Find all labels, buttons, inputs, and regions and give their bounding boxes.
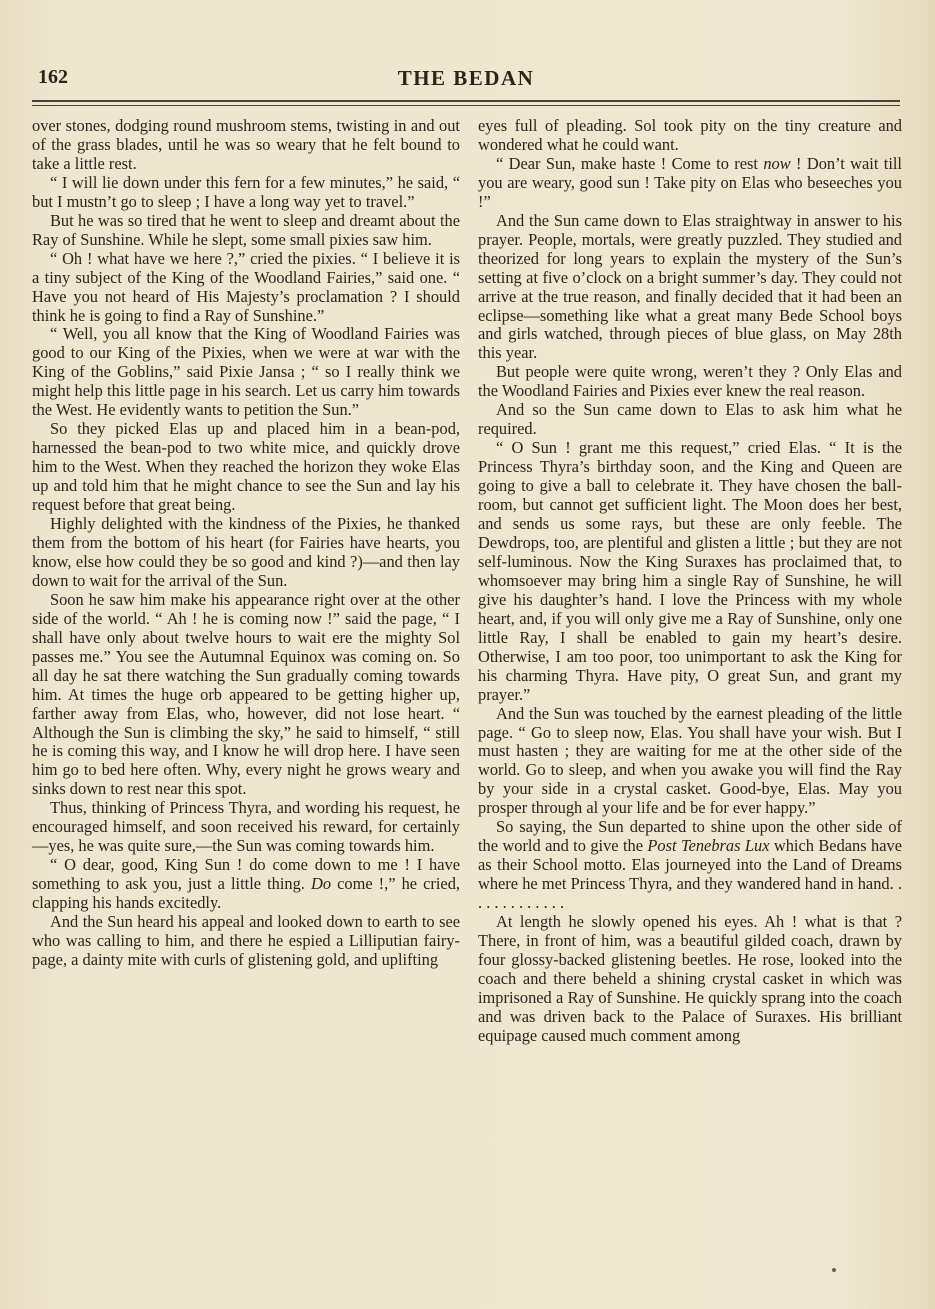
paragraph: “ O dear, good, King Sun ! do come down to me ! I have something to ask you, just a little thing. Do come !,” he cried, clapping his hands excitedly. xyxy=(32,855,460,913)
page-header xyxy=(30,66,902,96)
paragraph: Soon he saw him make his appearance right over at the other side of the world. “ Ah ! he is coming now !” said the page, “ I shall have only about twelve hours to wait ere the mighty Sol passes me.” You see the Autumnal Equinox was coming on. So all day he sat there watching the Sun gradually coming towards him. At times the huge orb appeared to be getting higher up, farther away from Elas, who, however, did not lose heart. “ Although the Sun is climbing the sky,” he said to himself, “ still he is coming this way, and I know he will drop here. I have seen him go to bed here often. Why, every night he grows weary and sinks down to rest near this spot. xyxy=(32,589,460,799)
right-column xyxy=(478,117,902,1046)
paragraph: And the Sun was touched by the earnest pleading of the little page. “ Go to sleep now, Elas. You shall have your wish. But I must hasten ; they are waiting for me at the other side of the world. Go to sleep, and when you awake you will find the Ray by your side in a crystal casket. Good-bye, Elas. May you prosper through al your life and be for ever happy.” xyxy=(478,703,902,818)
paragraph: over stones, dodging round mushroom stems, twisting in and out of the grass blades, until he was so weary that he felt bound to take a little rest. xyxy=(32,116,460,173)
paragraph: But people were quite wrong, weren’t they ? Only Elas and the Woodland Fairies and Pixies ever knew the real reason. xyxy=(478,362,902,401)
italic-text: now xyxy=(763,153,791,173)
paragraph: But he was so tired that he went to sleep and dreamt about the Ray of Sunshine. While he slept, some small pixies saw him. xyxy=(32,210,460,249)
paragraph: So saying, the Sun departed to shine upon the other side of the world and to give the Post Tenebras Lux which Bedans have as their School motto. Elas journeyed into the Land of Dreams where he met Princess Thyra, and they wandered hand in hand. . . . . . . . . . . . . xyxy=(478,817,902,913)
paragraph: “ Well, you all know that the King of Woodland Fairies was good to our King of the Pixies, when we were at war with the King of the Goblins,” said Pixie Jansa ; “ so I really think we might help this little page in his search. Let us carry him towards the West. He evidently wants to petition the Sun.” xyxy=(32,324,460,420)
paragraph: And so the Sun came down to Elas to ask him what he required. xyxy=(478,400,902,439)
paragraph: “ Oh ! what have we here ?,” cried the pixies. “ I believe it is a tiny subject of the King of the Woodland Fairies,” said one. “ Have you not heard of His Majesty’s proclamation ? I should think he is going to find a Ray of Sunshine.” xyxy=(32,248,460,325)
italic-text: Post Tenebras Lux xyxy=(647,836,770,856)
paragraph: eyes full of pleading. Sol took pity on the tiny creature and wondered what he could want. xyxy=(478,116,902,154)
header-rule-top xyxy=(32,100,900,102)
page-number: 162 xyxy=(38,66,68,88)
paragraph: “ Dear Sun, make haste ! Come to rest now ! Don’t wait till you are weary, good sun ! Take pity on Elas who beseeches you !” xyxy=(478,153,902,211)
journal-title: THE BEDAN xyxy=(397,66,535,90)
paragraph: And the Sun heard his appeal and looked down to earth to see who was calling to him, and there he espied a Lilliputian fairy-page, a dainty mite with curls of glistening gold, and uplifting xyxy=(32,912,460,969)
paragraph: “ O Sun ! grant me this request,” cried Elas. “ It is the Princess Thyra’s birthday soon, and the King and Queen are going to give a ball to celebrate it. They have chosen the ball-room, but cannot get sufficient light. The Moon does her best, and sends us some rays, but these are only feeble. The Dewdrops, too, are plentiful and glisten a little ; but they are not self-luminous. Now the King Suraxes has proclaimed that, to whomsoever may bring him a single Ray of Sunshine, he will give his daughter’s hand. I love the Princess with my whole heart, and, if you will only give me a Ray of Sunshine, only one little Ray, I shall be enabled to gain my heart’s desire. Otherwise, I am too poor, too unimportant to ask the King for his charming Thyra. Have pity, O great Sun, and grant my prayer.” xyxy=(478,438,902,704)
paragraph: And the Sun came down to Elas straightway in answer to his prayer. People, mortals, were greatly puzzled. They studied and theorized for long years to explain the mystery of the Sun’s setting at five o’clock on a bright summer’s day. They could not arrive at the true reason, and finally decided that it had been an eclipse—something like what a great many Bede School boys and girls watched, through pieces of blue glass, on May 28th this year. xyxy=(478,210,902,363)
ink-speck xyxy=(832,1268,836,1272)
italic-text: Do xyxy=(310,874,332,894)
left-column xyxy=(32,117,460,970)
header-rule-bottom xyxy=(32,105,900,106)
paragraph: At length he slowly opened his eyes. Ah ! what is that ? There, in front of him, was a beautiful gilded coach, drawn by four glossy-backed glistening beetles. He rose, looked into the coach and there beheld a shining crystal casket in which was imprisoned a Ray of Sunshine. He quickly sprang into the coach and was driven back to the Palace of Suraxes. His brilliant equipage caused much comment among xyxy=(478,912,902,1045)
paragraph: “ I will lie down under this fern for a few minutes,” he said, “ but I mustn’t go to sleep ; I have a long way yet to travel.” xyxy=(32,172,460,211)
paragraph: Thus, thinking of Princess Thyra, and wording his request, he encouraged himself, and soon received his reward, for certainly—yes, he was quite sure,—the Sun was coming towards him. xyxy=(32,798,460,856)
paragraph: So they picked Elas up and placed him in a bean-pod, harnessed the bean-pod to two white mice, and quickly drove him to the West. When they reached the horizon they woke Elas up and told him that he might chance to see the Sun and lay his request before that great being. xyxy=(32,419,460,515)
paragraph: Highly delighted with the kindness of the Pixies, he thanked them from the bottom of his heart (for Fairies have hearts, you know, else how could they be so good and kind ?)—and then lay down to wait for the arrival of the Sun. xyxy=(32,514,460,590)
